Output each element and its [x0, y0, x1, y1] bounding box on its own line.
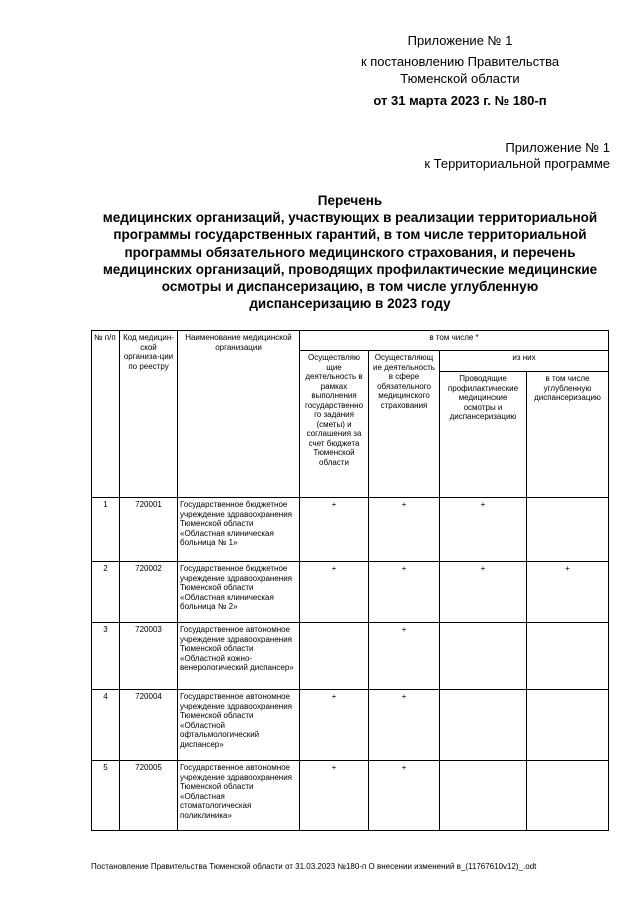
title-line: медицинских организаций, проводящих профилактические медицинские: [102, 261, 598, 277]
header-oms: Осуществляющ ие деятельность в сфере обязательного медицинского страхования: [369, 351, 440, 498]
row-oms: +: [369, 562, 440, 623]
row-code: 720005: [120, 761, 178, 831]
row-budget: +: [300, 498, 369, 562]
title-line: медицинских организаций, участвующих в реализации территориальной: [102, 210, 598, 226]
row-prof: [440, 623, 527, 690]
row-name: Государственное бюджетное учреждение здравоохранения Тюменской области «Областная клиническая больница № 2»: [178, 562, 300, 623]
header-prof: Проводящие профилактические медицинские осмотры и диспансеризацию: [440, 372, 527, 498]
title-line: диспансеризацию в 2023 году: [249, 296, 451, 312]
appendix-title: Приложение № 1: [407, 33, 513, 48]
header-name: Наименование медицинской организации: [178, 331, 300, 498]
row-oms: +: [369, 690, 440, 761]
row-num: 5: [92, 761, 120, 831]
program-ref: к Территориальной программе: [424, 156, 610, 171]
row-name: Государственное автономное учреждение здравоохранения Тюменской области «Областная стоматологическая поликлиника»: [178, 761, 300, 831]
row-oms: +: [369, 498, 440, 562]
row-code: 720003: [120, 623, 178, 690]
resolution-date-number: от 31 марта 2023 г. № 180-п: [373, 93, 547, 108]
appendix-program-title: Приложение № 1: [505, 140, 610, 155]
row-prof: +: [440, 562, 527, 623]
row-deep: [527, 498, 609, 562]
row-prof: [440, 690, 527, 761]
title-line: осмотры и диспансеризацию, в том числе углубленную: [161, 279, 539, 295]
document-title: [80, 192, 620, 312]
row-num: 1: [92, 498, 120, 562]
title-line: программы обязательного медицинского страхования, и перечень: [124, 244, 576, 260]
header-of-them: из них: [440, 351, 609, 372]
row-budget: [300, 623, 369, 690]
row-deep: +: [527, 562, 609, 623]
table-row: [92, 690, 609, 761]
row-num: 2: [92, 562, 120, 623]
region-name: Тюменской области: [400, 71, 520, 86]
resolution-ref: к постановлению Правительства: [360, 54, 560, 69]
row-deep: [527, 690, 609, 761]
title-line: Перечень: [317, 193, 383, 208]
row-prof: [440, 761, 527, 831]
row-budget: +: [300, 761, 369, 831]
row-name: Государственное автономное учреждение здравоохранения Тюменской области «Областной кожно-венерологический диспансер»: [178, 623, 300, 690]
table-row: [92, 761, 609, 831]
organizations-table: [91, 330, 609, 831]
header-code: Код медицин-ской организа-ции по реестру: [120, 331, 178, 498]
row-num: 4: [92, 690, 120, 761]
table-row: [92, 498, 609, 562]
row-code: 720001: [120, 498, 178, 562]
row-prof: +: [440, 498, 527, 562]
row-num: 3: [92, 623, 120, 690]
row-deep: [527, 761, 609, 831]
row-oms: +: [369, 623, 440, 690]
header-including: в том числе *: [300, 331, 609, 351]
row-name: Государственное бюджетное учреждение здравоохранения Тюменской области «Областная клиническая больница № 1»: [178, 498, 300, 562]
header-budget: Осуществляю щие деятельность в рамках выполнения государственно го задания (сметы) и соглашения за счет бюджета Тюменской области: [300, 351, 369, 498]
row-deep: [527, 623, 609, 690]
title-line: программы государственных гарантий, в том числе территориальной: [113, 227, 587, 243]
header-deep: в том числе углубленную диспансеризацию: [527, 372, 609, 498]
row-code: 720002: [120, 562, 178, 623]
table-row: [92, 562, 609, 623]
header-num: № п/п: [92, 331, 120, 498]
table-row: [92, 623, 609, 690]
row-name: Государственное автономное учреждение здравоохранения Тюменской области «Областной офтальмологический диспансер»: [178, 690, 300, 761]
row-budget: +: [300, 690, 369, 761]
row-oms: +: [369, 761, 440, 831]
row-code: 720004: [120, 690, 178, 761]
row-budget: +: [300, 562, 369, 623]
document-footer: Постановление Правительства Тюменской области от 31.03.2023 №180-п О внесении изменений в_(11767610v12)_.odt: [91, 862, 537, 871]
